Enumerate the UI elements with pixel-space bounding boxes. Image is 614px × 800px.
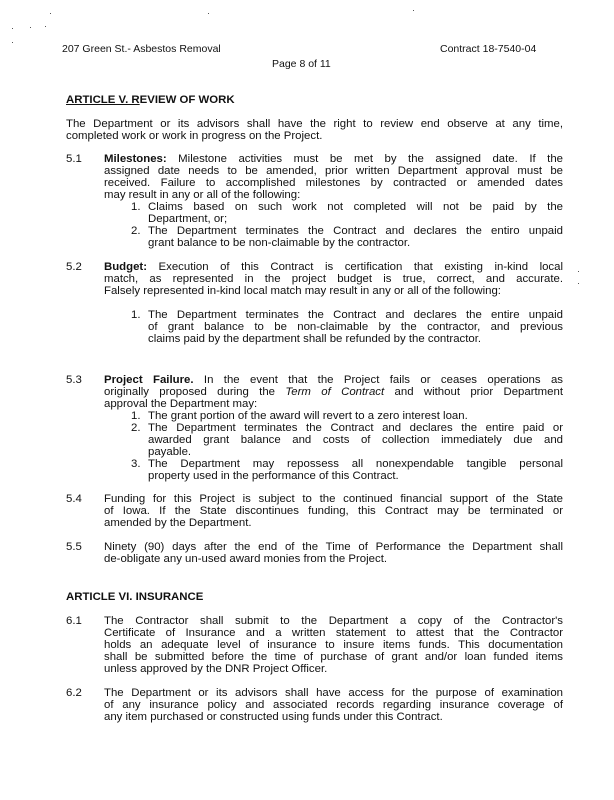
section-line-text: Term of Contract: [285, 386, 385, 398]
list-number-text: 2.: [131, 225, 141, 237]
section-line-text: unless approved by the DNR Project Officer.: [104, 663, 328, 675]
list-item-line: [148, 422, 563, 434]
list-item-line-text: The grant portion of the award will revert to a zero interest loan.: [148, 410, 468, 422]
list-item-line: [148, 333, 563, 345]
article-heading-text: ARTICLE VI. INSURANCE: [66, 591, 204, 603]
section-line-text: match, as represented in the project budget is true, correct, and accurate.: [104, 273, 563, 285]
section-line: [104, 615, 563, 627]
list-item-line: [148, 446, 563, 458]
section-line-text: amended by the Department.: [104, 517, 252, 529]
scan-speck: [12, 42, 13, 43]
section-line: [104, 541, 563, 553]
section-line-text: received. Failure to accomplished milestones by contracted or amended dates: [104, 177, 563, 189]
article-heading: [66, 591, 203, 603]
section-line: [104, 398, 563, 410]
list-number: [131, 422, 141, 434]
list-item-line-text: awarded grant balance and costs of collection immediately due and: [148, 434, 563, 446]
list-number: [131, 410, 141, 422]
list-number-text: 2.: [131, 422, 141, 434]
section-number: [66, 493, 82, 505]
section-line-text: may result in any or all of the following:: [104, 189, 301, 201]
section-line: [104, 687, 563, 699]
section-line: [104, 627, 563, 639]
section-line: [104, 651, 563, 663]
list-item-line: [148, 470, 563, 482]
section-line: [104, 711, 563, 723]
section-line: [104, 386, 563, 398]
list-item-line-text: The Department terminates the Contract and declares the entiro unpaid: [148, 225, 563, 237]
list-item-line: [148, 237, 563, 249]
section-number-text: 5.5: [66, 541, 82, 553]
section-line: [104, 153, 563, 165]
section-number: [66, 615, 82, 627]
section-line: [104, 374, 563, 386]
section-number-text: 6.1: [66, 615, 82, 627]
section-line: [104, 699, 563, 711]
page-number: [272, 58, 331, 70]
list-item-line: [148, 458, 563, 470]
paragraph-line-text: completed work or work in progress on the Project.: [66, 130, 323, 142]
scan-speck: [578, 271, 579, 272]
section-line-text: Execution of this Contract is certification that existing in-kind local: [147, 261, 563, 273]
section-line-text: In the event that the Project fails or ceases operations as: [193, 374, 564, 386]
scan-speck: [50, 13, 51, 14]
section-number-text: 6.2: [66, 687, 82, 699]
list-item-line-text: The Department may repossess all nonexpendable tangible personal: [148, 458, 563, 470]
list-item-line: [148, 321, 563, 333]
section-line-text: shall be submitted before the time of purchase of grant and/or loan funded items: [104, 651, 563, 663]
section-line-text: The Contractor shall submit to the Department a copy of the Contractor's: [104, 615, 563, 627]
list-item-line-text: property used in the performance of this Contract.: [148, 470, 399, 482]
section-line-text: originally proposed during the: [104, 386, 286, 398]
section-line-text: assigned date needs to be amended, prior written Department approval must be: [104, 165, 563, 177]
section-line: [104, 285, 563, 297]
section-number: [66, 374, 82, 386]
list-item-line-text: The Department terminates the Contract and declares the entire paid or: [148, 422, 563, 434]
section-line: [104, 261, 563, 273]
scan-speck: [12, 28, 13, 29]
section-line-text: and without prior Department: [384, 386, 563, 398]
list-number: [131, 309, 141, 321]
list-number-text: 1.: [131, 410, 141, 422]
list-item-line-text: The Department terminates the Contract and declares the entire unpaid: [148, 309, 563, 321]
list-item-line: [148, 201, 563, 213]
article-heading-text: EVIEW OF WORK: [139, 94, 235, 106]
section-number-text: 5.1: [66, 153, 82, 165]
section-line-text: approval the Department may:: [104, 398, 258, 410]
section-line: [104, 517, 563, 529]
section-number: [66, 687, 82, 699]
article-heading-text: ARTICLE V. R: [66, 94, 140, 106]
scan-speck: [208, 13, 209, 14]
section-line: [104, 189, 563, 201]
section-line-text: Milestones:: [104, 153, 167, 165]
section-line-text: The Department or its advisors shall have access for the purpose of examination: [104, 687, 563, 699]
section-line: [104, 177, 563, 189]
section-number: [66, 541, 82, 553]
header-right: [440, 43, 536, 55]
section-number-text: 5.3: [66, 374, 82, 386]
header-right-text: Contract 18-7540-04: [440, 43, 537, 55]
article-heading: [66, 94, 235, 106]
list-item-line: [148, 410, 563, 422]
header-left-text: 207 Green St.- Asbestos Removal: [62, 43, 221, 55]
section-number: [66, 153, 82, 165]
section-line-text: Funding for this Project is subject to the continued financial support of the State: [104, 493, 563, 505]
list-item-line-text: Claims based on such work not completed will not be paid by the: [148, 201, 563, 213]
page-number-text: Page 8 of 11: [272, 58, 331, 70]
section-line: [104, 505, 563, 517]
paragraph-line-text: The Department or its advisors shall have the right to review end observe at any time,: [66, 118, 563, 130]
section-line-text: holds an adequate level of insurance to insure items funds. This documentation: [104, 639, 563, 651]
list-item-line: [148, 434, 563, 446]
section-number-text: 5.2: [66, 261, 82, 273]
list-item-line: [148, 225, 563, 237]
section-line-text: Budget:: [104, 261, 148, 273]
list-item-line: [148, 213, 563, 225]
section-line-text: of Iowa. If the State discontinues funding, this Contract may be terminated or: [104, 505, 563, 517]
list-number-text: 1.: [131, 309, 141, 321]
scan-speck: [413, 10, 414, 11]
section-line-text: Project Failure.: [104, 374, 194, 386]
section-line: [104, 639, 563, 651]
paragraph-line: [66, 118, 563, 130]
list-number: [131, 201, 141, 213]
section-line: [104, 273, 563, 285]
section-line-text: de-obligate any un-used award monies from the Project.: [104, 553, 388, 565]
list-item-line-text: claims paid by the department shall be refunded by the contractor.: [148, 333, 482, 345]
list-number: [131, 458, 141, 470]
list-item-line-text: grant balance to be non-claimable by the contractor.: [148, 237, 411, 249]
list-item-line-text: of grant balance to be non-claimable by the contractor, and previous: [148, 321, 563, 333]
list-number-text: 1.: [131, 201, 141, 213]
section-line-text: Milestone activities must be met by the assigned date. If the: [166, 153, 563, 165]
paragraph-line: [66, 130, 322, 142]
section-line-text: any item purchased or constructed using funds under this Contract.: [104, 711, 443, 723]
section-number-text: 5.4: [66, 493, 82, 505]
section-line: [104, 553, 563, 565]
header-left: [62, 43, 221, 55]
scan-speck: [45, 26, 46, 27]
list-number: [131, 225, 141, 237]
scan-speck: [578, 283, 579, 284]
list-item-line-text: Department, or;: [148, 213, 228, 225]
section-line-text: Certificate of Insurance and a written statement to attest that the Contractor: [104, 627, 563, 639]
section-line: [104, 165, 563, 177]
section-line-text: of any insurance policy and associated records regarding insurance coverage of: [104, 699, 563, 711]
section-line: [104, 493, 563, 505]
section-number: [66, 261, 82, 273]
scan-speck: [30, 27, 31, 28]
list-item-line-text: payable.: [148, 446, 192, 458]
section-line: [104, 663, 563, 675]
list-item-line: [148, 309, 563, 321]
section-line-text: Falsely represented in-kind local match may result in any or all of the following:: [104, 285, 501, 297]
section-line-text: Ninety (90) days after the end of the Time of Performance the Department shall: [104, 541, 563, 553]
list-number-text: 3.: [131, 458, 141, 470]
